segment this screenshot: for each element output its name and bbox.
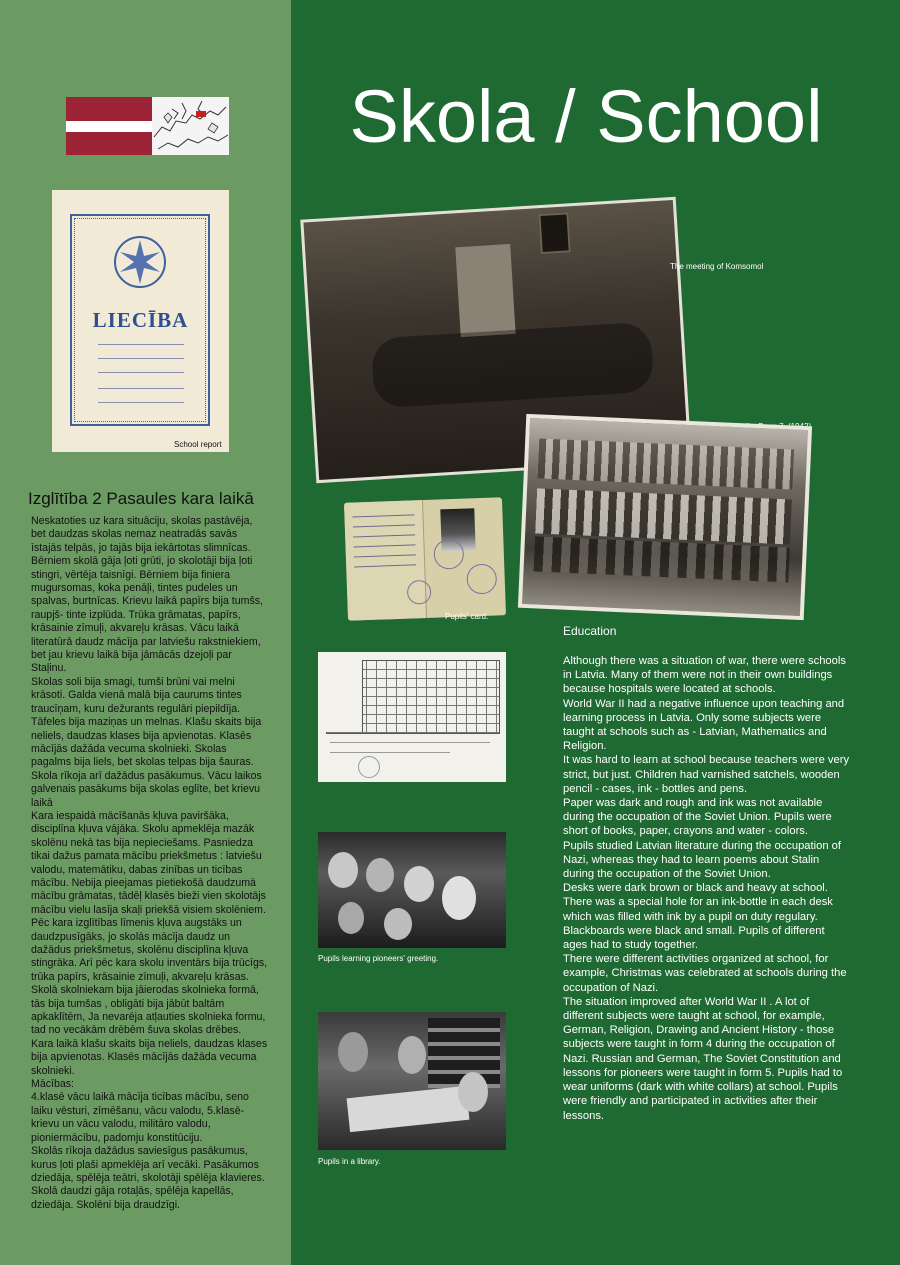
english-body <box>563 654 850 1123</box>
latvian-paragraph: Kara laikā klašu skaits bija neliels, daudzas klases bija apvienotas. Klasēs mācījās dažāda vecuma skolnieki. <box>31 1037 268 1077</box>
report-cover-title: LIECĪBA <box>92 308 189 332</box>
english-paragraph: World War II had a negative influence upon teaching and learning process in Latvia. Only some subjects were taught at schools such as - Latvian, Mathematics and Religion. <box>563 697 845 753</box>
komsomol-caption: The meeting of Komsomol <box>670 262 764 271</box>
latvian-body <box>31 515 269 1212</box>
library-photo <box>318 1012 506 1150</box>
english-paragraph: It was hard to learn at school because teachers were very strict, but just. Children had varnished satchels, wooden pencil - cases, ink - bottles and pens. <box>563 754 850 795</box>
pupils-card-photo <box>344 497 506 620</box>
latvian-paragraph: Skolā skolniekam bija jāierodas skolnieka formā, tās bija tumšas , obligāti bija jābūt baltām apkaklītēm, Ja nevarēja atļauties skolnieka formu, tad no vecākām drēbēm šuva skolas drēbes. <box>31 984 266 1037</box>
latvian-paragraph: Mācības: <box>31 1078 74 1091</box>
latvian-paragraph: Neskatoties uz kara situāciju, skolas pastāvēja, bet daudzas skolas nemaz neatradās savās īstajās telpās, jo tajās bija iekārtotas slimnīcas. Bērniem skolā gāja ļoti grūti, jo skolotāji bija ļoti stingri, vērtēja taisnīgi. Bērniem bija finiera mugursomas, koka penāļi, tintes pudeles un spalvas, burtnīcas. Krievu laikā papīrs bija tumšs, raupjš- tinte izplūda. Trūka grāmatas, papīrs, krāsainie zīmuļi, akvareļu krāsas. Vācu laikā literatūrā daudz mācīja par latviešu rakstniekiem, bet jau krievu laikā bija jāmācās dzejoļi par Staļinu. <box>31 515 263 675</box>
page-title: Skola / School <box>349 75 823 158</box>
latvian-paragraph: Skola rīkoja arī dažādus pasākumus. Vācu laikos galvenais pasākums bija skolas eglīte, bet krievu laikā <box>31 769 262 809</box>
latvian-paragraph: Skolās rīkoja dažādus saviesīgus pasākumus, kurus ļoti plaši apmeklēja arī vecāki. Pasākumos dziedāja, spēlēja teātri, skolotāji spēlēja klavieres. Skolā daudzi gāja rotaļās, spēlēja kapellās, dziedāja. Skolēni bija draudzīgi. <box>31 1145 265 1211</box>
english-paragraph: There were different activities organized at school, for example, Christmas was celebrated at schools during the occupation of Nazi. <box>563 953 847 994</box>
latvian-paragraph: Kara iespaidā mācīšanās kļuva paviršāka, disciplīna kļuva vājāka. Skolu apmeklēja mazāk skolēnu nekā tas bija nepieciešams. Pasniedza tikai dažus pamata mācību priekšmetus : latviešu valodu, matemātiku, dabas zinības un ticības mācību. Nebija pieejamas pietiekošā daudzumā mācību grāmatas, tādēļ klasēs bieži vien skolotājs mācību vielu lasīja skaļi priekšā visiem skolēniem. Pēc kara izglītības līmenis kļuva augstāks un daudzpusīgāks, jo skolās mācīja daudz un dažādus priekšmetus, skolēnu disciplīna kļuva stingrāka. Arī pēc kara skolu inventārs bija trūcīgs, trūka papīrs, krāsainie zīmuļi, akvareļu krāsas. <box>31 809 268 983</box>
english-heading: Education <box>563 624 617 638</box>
school-report-caption: School report <box>174 440 222 449</box>
grades-sheet-photo <box>318 652 506 782</box>
pupils-card-caption: Pupils' card. <box>445 612 489 621</box>
pioneers-caption: Pupils learning pioneers' greeting. <box>318 954 439 963</box>
english-paragraph: Pupils studied Latvian literature during the occupation of Nazi, whereas they had to learn poems about Stalin during the occupation of the Soviet Union. <box>563 839 841 881</box>
latvian-paragraph: Skolas soli bija smagi, tumši brūni vai melni krāsoti. Galda vienā malā bija caurums tintes traucīņam, kuru dežurants regulāri piepildīja. Tāfeles bija maziņas un melnas. Klašu skaits bija neliels, daudzas klases bija apvienotas. Klasēs mācījās dažāda vecuma skolnieki. Skolas pagalms bija liels, bet skolas telpas bija šauras. <box>31 675 262 769</box>
latvian-flag <box>66 97 152 155</box>
europe-map <box>152 97 229 155</box>
form7-photo <box>518 414 812 620</box>
english-paragraph: Paper was dark and rough and ink was not available during the occupation of the Soviet Union. Pupils were short of books, paper, crayons and water - colors. <box>563 797 832 838</box>
english-paragraph: The situation improved after World War II . A lot of different subjects were taught at school, for example, German, Religion, Drawing and Ancient History - those subjects were taught in form 4 during the occupation of Nazi. Russian and German, The Soviet Constitution and lessons for pioneers were taught in form 5. Pupils had to wear uniforms (dark with white collars) at school. Pupils were friendly and participated in activities after their lessons. <box>563 995 843 1122</box>
latvian-paragraph: 4.klasē vācu laikā mācīja ticības mācību, seno laiku vēsturi, zīmēšanu, vācu valodu, 5.klasē- krievu un vācu valodu, militāro valodu, pioniermācību, padomju konstitūciju. <box>31 1091 249 1144</box>
library-caption: Pupils in a library. <box>318 1157 381 1166</box>
pioneers-photo <box>318 832 506 948</box>
school-report-photo <box>52 190 229 452</box>
english-paragraph: Although there was a situation of war, there were schools in Latvia. Many of them were not in their own buildings because hospitals were located at schools. <box>563 655 846 696</box>
english-paragraph: Desks were dark brown or black and heavy at school. There was a special hole for an ink-bottle in each desk which was filled with ink by a pupil on duty regulary. Blackboards were black and small. Pupils of different ages had to study together. <box>563 882 833 952</box>
latvian-heading: Izglītība 2 Pasaules kara laikā <box>28 489 254 508</box>
